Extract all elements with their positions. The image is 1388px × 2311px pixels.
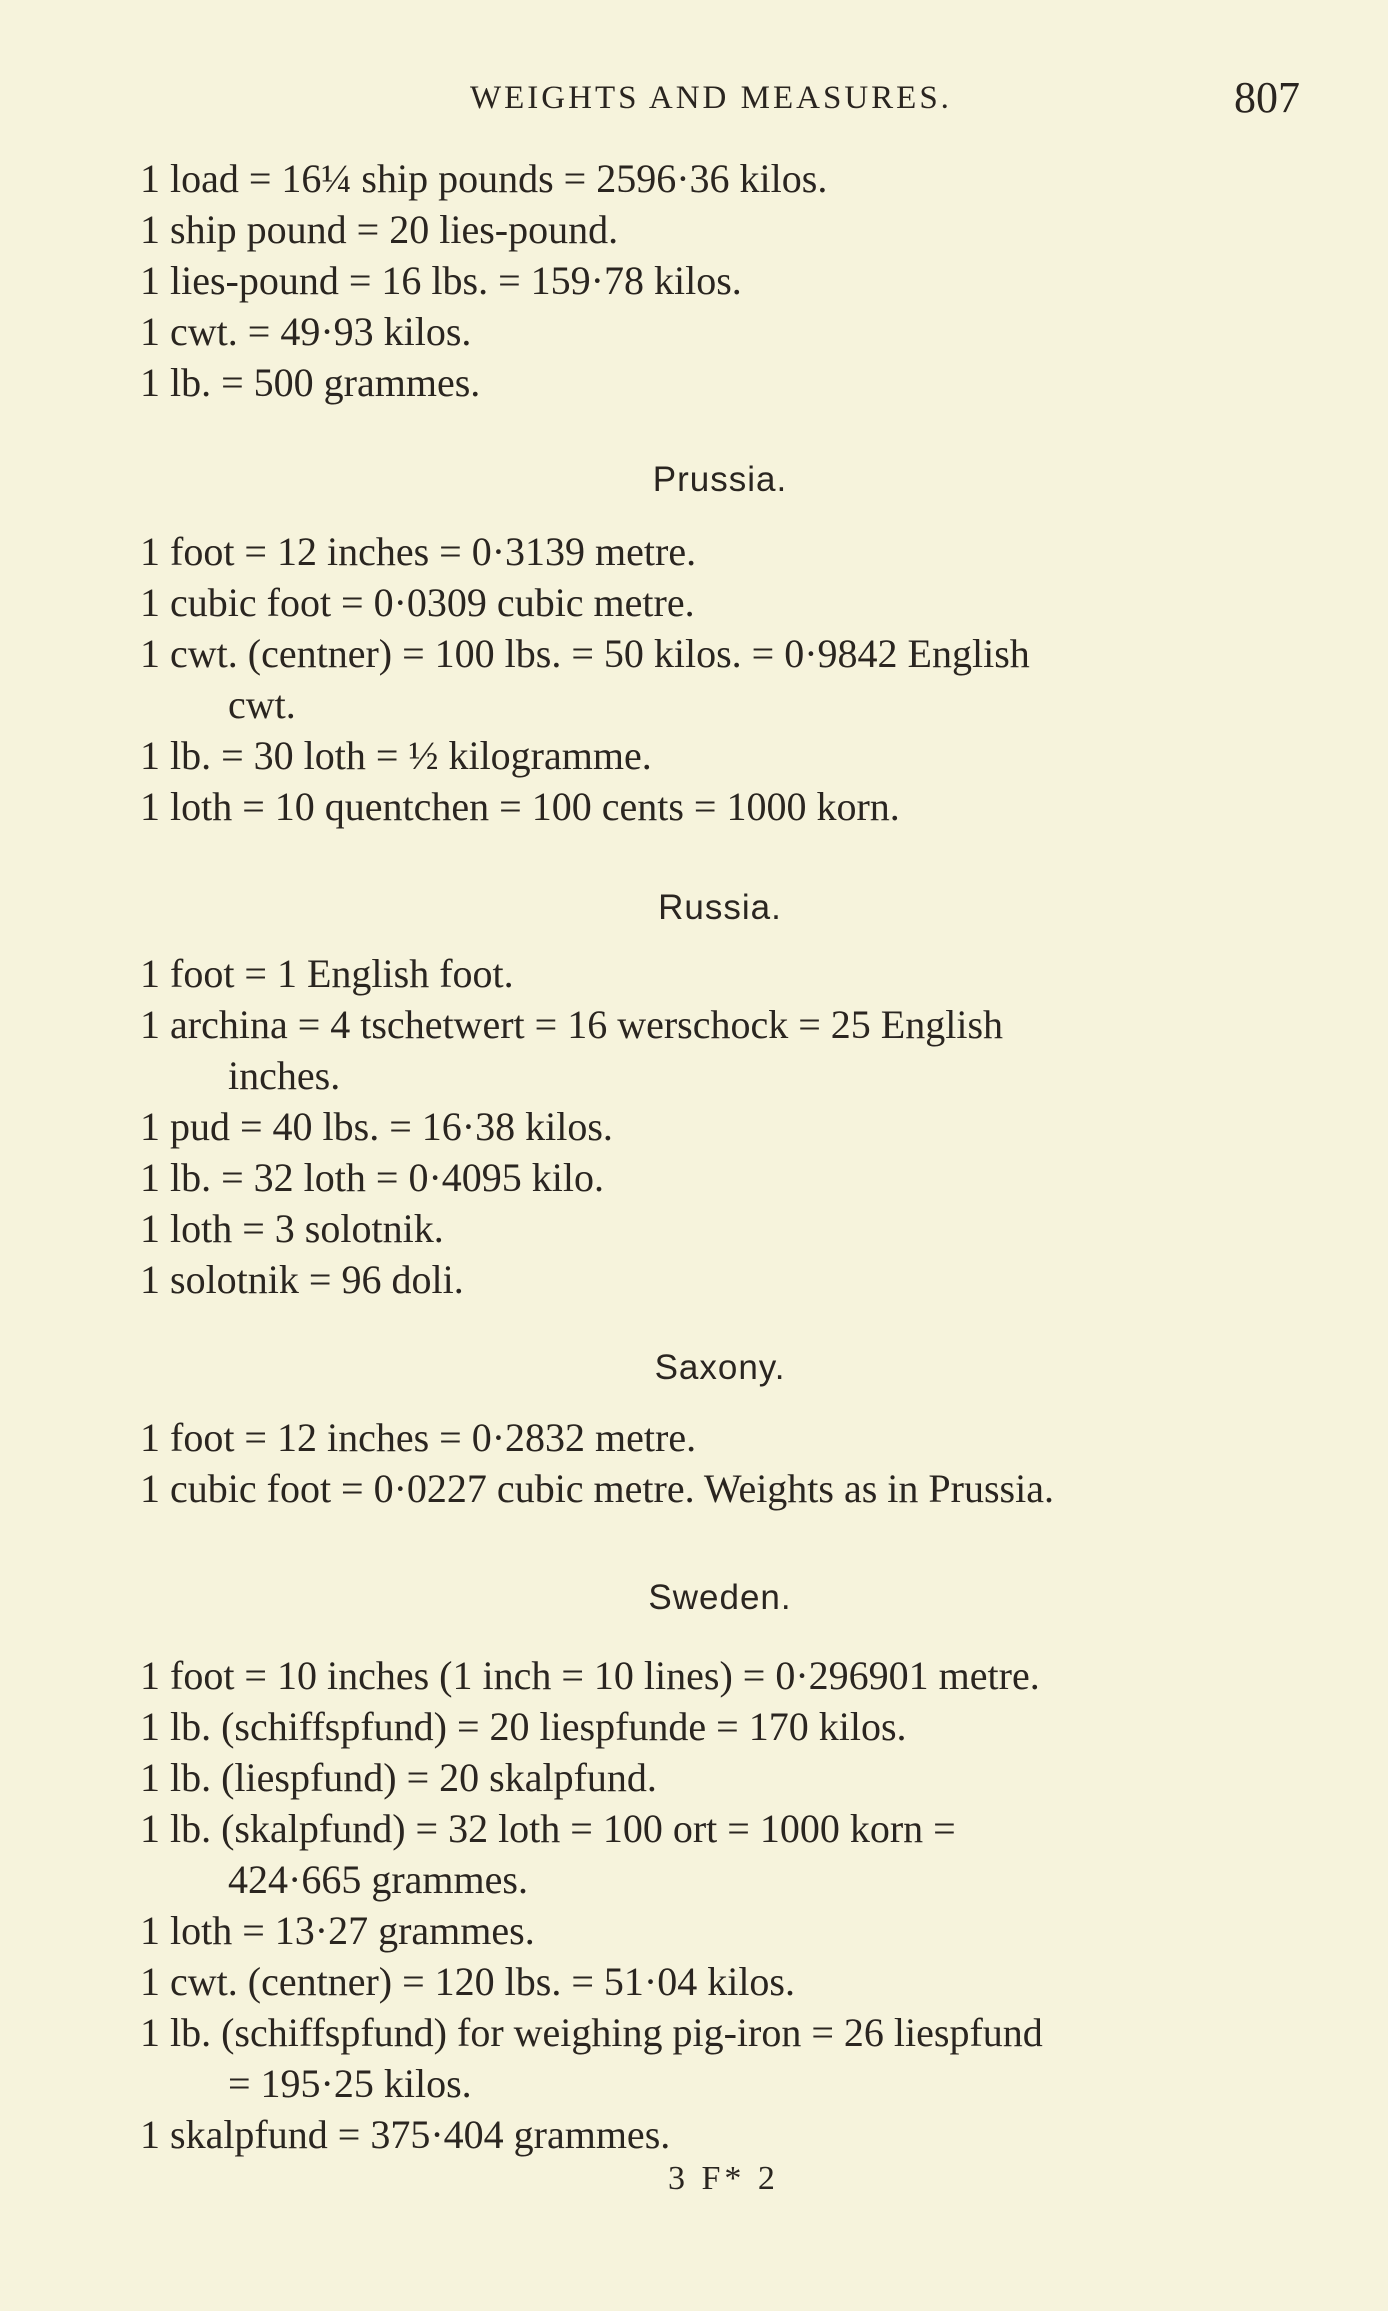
entry-line: 1 lb. (skalpfund) = 32 loth = 100 ort = 1000 korn = (140, 1806, 956, 1851)
entry-line: 1 ship pound = 20 lies-pound. (140, 207, 619, 252)
intro-block (140, 153, 1300, 408)
entry-line: 1 archina = 4 tschetwert = 16 werschock = 25 English (140, 1002, 1004, 1047)
entry-line: 1 pud = 40 lbs. = 16·38 kilos. (140, 1104, 613, 1149)
entry-line: 1 cwt. (centner) = 100 lbs. = 50 kilos. = 0·9842 English (140, 631, 1030, 676)
entry-line: 1 lies-pound = 16 lbs. = 159·78 kilos. (140, 258, 742, 303)
entry-line: 1 cwt. = 49·93 kilos. (140, 309, 472, 354)
entry-line: 1 lb. = 500 grammes. (140, 360, 481, 405)
entry-line: 1 lb. (schiffspfund) = 20 liespfunde = 170 kilos. (140, 1704, 907, 1749)
printer-signature: 3 F* 2 (668, 2160, 779, 2197)
entry-line: 1 foot = 1 English foot. (140, 951, 514, 996)
entry-line: 1 cubic foot = 0·0227 cubic metre. Weights as in Prussia. (140, 1466, 1054, 1511)
running-head (140, 72, 1300, 122)
section-heading-russia: Russia. (658, 888, 782, 927)
section-heading-prussia: Prussia. (652, 460, 788, 499)
page-number: 807 (1234, 73, 1300, 122)
entry-line: 1 cwt. (centner) = 120 lbs. = 51·04 kilos. (140, 1959, 795, 2004)
entry-line: 1 foot = 12 inches = 0·2832 metre. (140, 1415, 697, 1460)
entry-line: 1 loth = 3 solotnik. (140, 1206, 444, 1251)
entry-continuation: = 195·25 kilos. (228, 2061, 472, 2106)
entry-line: 1 skalpfund = 375·404 grammes. (140, 2112, 671, 2157)
saxony-block (140, 1412, 1300, 1514)
entry-line: 1 foot = 12 inches = 0·3139 metre. (140, 529, 697, 574)
entry-line: 1 cubic foot = 0·0309 cubic metre. (140, 580, 695, 625)
section-heading-sweden: Sweden. (648, 1578, 792, 1617)
entry-line: 1 loth = 13·27 grammes. (140, 1908, 535, 1953)
entry-line: 1 load = 16¼ ship pounds = 2596·36 kilos. (140, 156, 828, 201)
entry-continuation: cwt. (228, 682, 296, 727)
entry-line: 1 solotnik = 96 doli. (140, 1257, 464, 1302)
entry-line: 1 lb. (liespfund) = 20 skalpfund. (140, 1755, 657, 1800)
prussia-block (140, 526, 1300, 832)
russia-block (140, 948, 1300, 1305)
entry-line: 1 foot = 10 inches (1 inch = 10 lines) = 0·296901 metre. (140, 1653, 1040, 1698)
entry-line: 1 lb. (schiffspfund) for weighing pig-iron = 26 liespfund (140, 2010, 1043, 2055)
entry-continuation: inches. (228, 1053, 341, 1098)
entry-line: 1 loth = 10 quentchen = 100 cents = 1000 korn. (140, 784, 900, 829)
running-title: WEIGHTS AND MEASURES. (470, 80, 952, 116)
entry-line: 1 lb. = 32 loth = 0·4095 kilo. (140, 1155, 605, 1200)
entry-line: 1 lb. = 30 loth = ½ kilogramme. (140, 733, 652, 778)
sweden-block (140, 1650, 1300, 2160)
entry-continuation: 424·665 grammes. (228, 1857, 528, 1902)
section-heading-saxony: Saxony. (654, 1348, 786, 1387)
